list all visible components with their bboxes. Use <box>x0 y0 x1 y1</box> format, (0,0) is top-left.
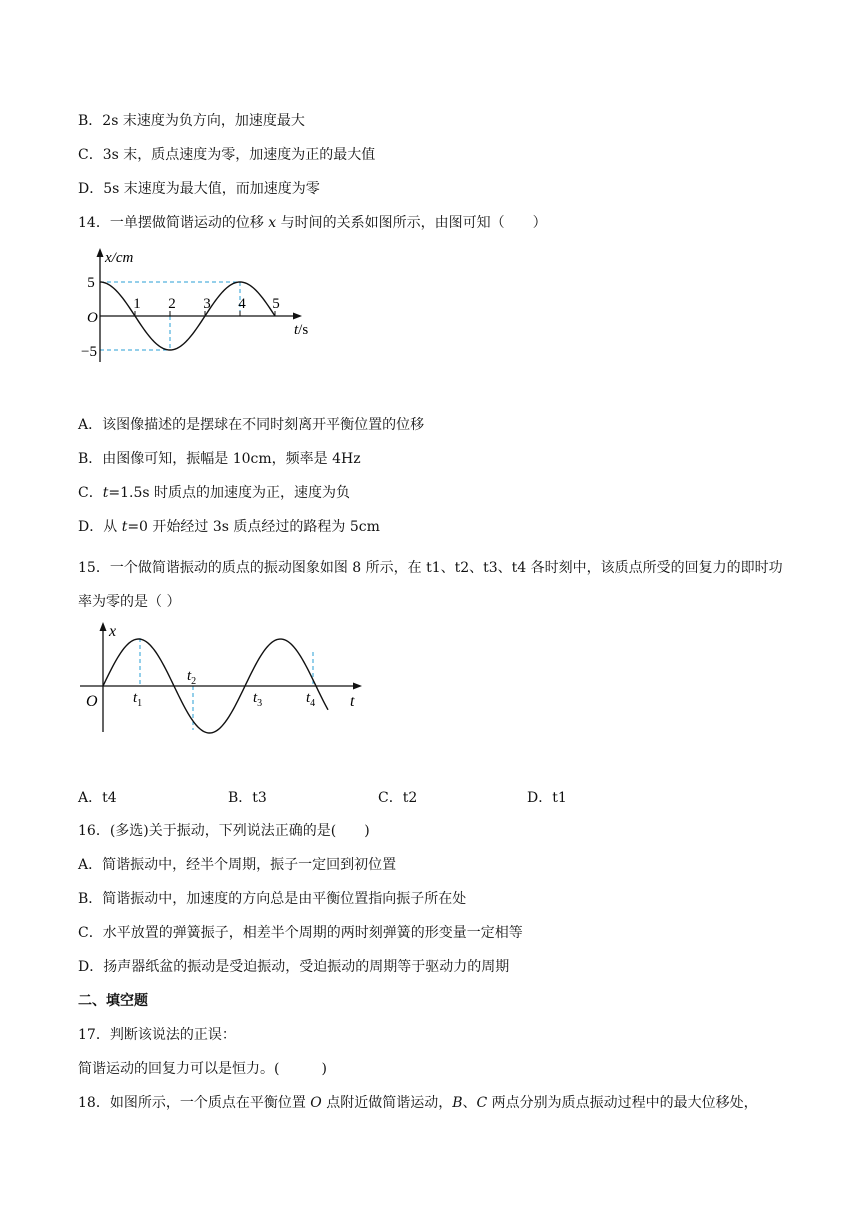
q14-y-tick-5: 5 <box>87 275 95 291</box>
q16-stem: 16．(多选)关于振动，下列说法正确的是( ) <box>78 823 370 839</box>
q15-stem: 15．一个做简谐振动的质点的振动图象如图 8 所示，在 t1、t2、t3、t4 各时刻中，该质点所受的回复力的即时功率为零的是（ ） <box>78 560 783 610</box>
q13-option-b: B．2s 末速度为负方向，加速度最大 <box>78 113 305 129</box>
q14-x-tick-3: 3 <box>203 296 211 312</box>
q17-statement: 简谐运动的回复力可以是恒力。( ) <box>78 1061 327 1077</box>
q14-option-c: C．t=1.5s 时质点的加速度为正，速度为负 <box>78 485 350 501</box>
q14-x-tick-5: 5 <box>272 296 280 312</box>
q14-y-label: x/cm <box>105 250 134 266</box>
q13-option-c: C．3s 末，质点速度为零，加速度为正的最大值 <box>78 147 376 163</box>
q15-option-b: B．t3 <box>228 790 267 806</box>
q16-option-c: C．水平放置的弹簧振子，相差半个周期的两时刻弹簧的形变量一定相等 <box>78 925 523 941</box>
q14-y-tick-neg5: −5 <box>81 344 97 360</box>
q15-tick-t4: $t_4$ <box>306 690 316 709</box>
q15-graph <box>80 618 370 740</box>
q15-option-a: A．t4 <box>78 790 117 806</box>
q14-x-label: t/s <box>294 322 309 338</box>
q15-tick-t1: $t_1$ <box>133 690 143 709</box>
q15-x-label: t <box>350 693 355 710</box>
q14-stem: 14．一单摆做简谐运动的位移 x 与时间的关系如图所示，由图可知（ ） <box>78 215 547 231</box>
q14-graph <box>80 244 330 370</box>
q14-option-d: D．从 t=0 开始经过 3s 质点经过的路程为 5cm <box>78 519 380 535</box>
q14-option-b: B．由图像可知，振幅是 10cm，频率是 4Hz <box>78 451 361 467</box>
q16-option-b: B．简谐振动中，加速度的方向总是由平衡位置指向振子所在处 <box>78 891 467 907</box>
q15-origin: O <box>86 693 98 710</box>
q14-x-tick-4: 4 <box>238 296 246 312</box>
q15-y-label: x <box>109 623 117 640</box>
q18-stem: 18．如图所示，一个质点在平衡位置 O 点附近做简谐运动，B、C 两点分别为质点振动过程中的最大位移处， <box>78 1095 758 1111</box>
q15-option-c: C．t2 <box>378 790 418 806</box>
q13-option-d: D．5s 末速度为最大值，而加速度为零 <box>78 181 320 197</box>
q16-option-d: D．扬声器纸盆的振动是受迫振动，受迫振动的周期等于驱动力的周期 <box>78 959 510 975</box>
q15-tick-t3: $t_3$ <box>253 690 263 709</box>
q15-option-d: D．t1 <box>527 790 567 806</box>
q14-origin: O <box>87 310 98 326</box>
q16-option-a: A．简谐振动中，经半个周期，振子一定回到初位置 <box>78 857 397 873</box>
q14-x-tick-2: 2 <box>168 296 176 312</box>
section-heading: 二、填空题 <box>78 993 148 1009</box>
q14-x-tick-1: 1 <box>133 296 141 312</box>
q15-tick-t2: $t_2$ <box>187 668 197 687</box>
q14-option-a: A．该图像描述的是摆球在不同时刻离开平衡位置的位移 <box>78 417 425 433</box>
q17-stem: 17．判断该说法的正误： <box>78 1027 236 1043</box>
